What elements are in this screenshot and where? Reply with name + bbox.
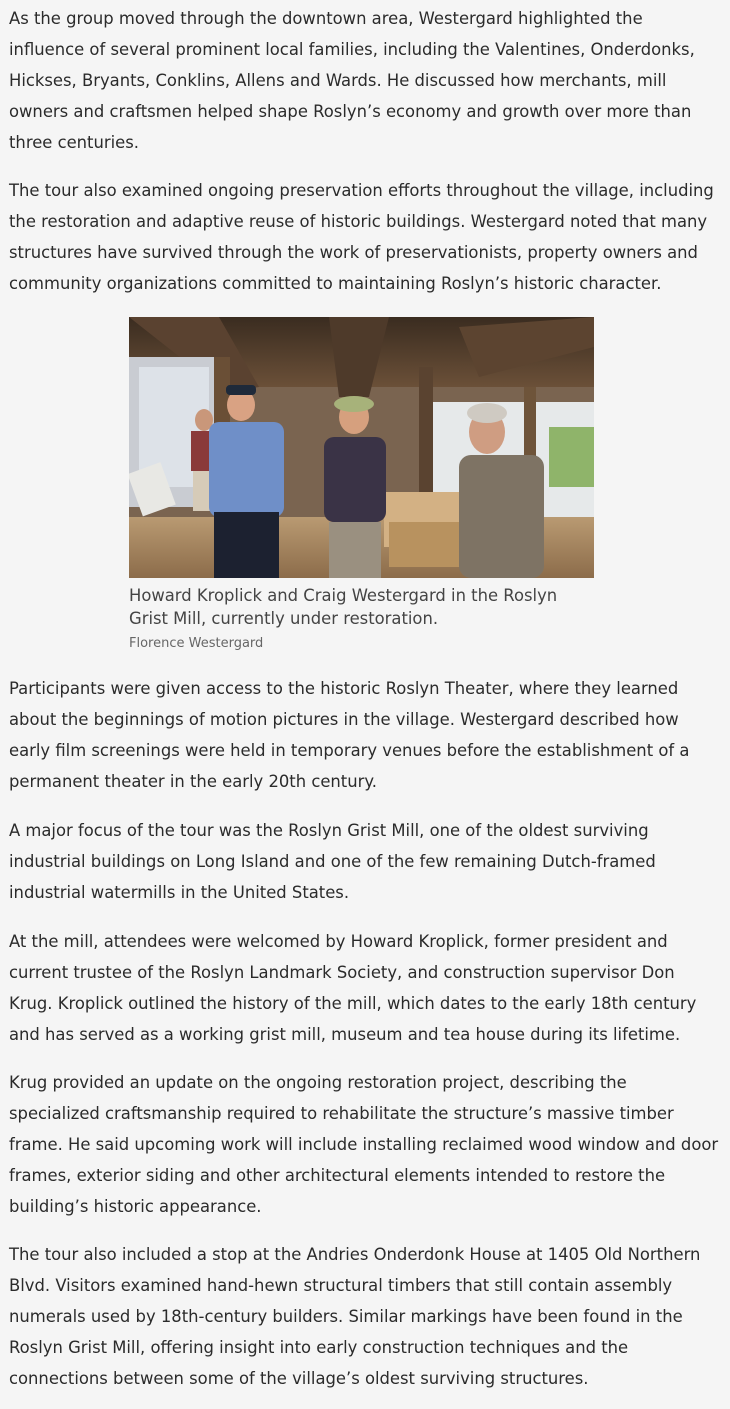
article-paragraph: At the mill, attendees were welcomed by Howard Kroplick, former president and current trustee of the Roslyn Landmark Society, and construction supervisor Don Krug. Kroplick outlined the history of the mill, which dates to the early 18th century and has served as a working grist mill, museum and tea house during its lifetime. — [9, 932, 697, 1044]
article-figure — [129, 317, 594, 653]
article-paragraph: The tour also included a stop at the Andries Onderdonk House at 1405 Old Northern Blvd. Visitors examined hand-hewn structural timbers that still contain assembly numerals used by 18th-century builders. Similar markings have been found in the Roslyn Grist Mill, offering insight into early construction techniques and the connections between some of the village’s oldest surviving structures. — [9, 1245, 701, 1388]
photo-credit: Florence Westergard — [129, 636, 264, 651]
mill-photo — [129, 317, 594, 578]
article-paragraph: The tour also examined ongoing preservation efforts throughout the village, including the restoration and adaptive reuse of historic buildings. Westergard noted that many structures have survived through the work of preservationists, property owners and community organizations committed to maintaining Roslyn’s historic character. — [9, 181, 714, 293]
article-paragraph: As the group moved through the downtown area, Westergard highlighted the influence of several prominent local families, including the Valentines, Onderdonks, Hickses, Bryants, Conklins, Allens and Wards. He discussed how merchants, mill owners and craftsmen helped shape Roslyn’s economy and growth over more than three centuries. — [9, 9, 695, 152]
figure-caption: Howard Kroplick and Craig Westergard in the Roslyn Grist Mill, currently under restoration. — [129, 586, 558, 628]
article-paragraph: Participants were given access to the historic Roslyn Theater, where they learned about the beginnings of motion pictures in the village. Westergard described how early film screenings were held in temporary venues before the establishment of a permanent theater in the early 20th century. — [9, 679, 690, 791]
article-paragraph: A major focus of the tour was the Roslyn Grist Mill, one of the oldest surviving industrial buildings on Long Island and one of the few remaining Dutch-framed industrial watermills in the United States. — [9, 821, 656, 902]
article-paragraph: Krug provided an update on the ongoing restoration project, describing the specialized craftsmanship required to rehabilitate the structure’s massive timber frame. He said upcoming work will include installing reclaimed wood window and door frames, exterior siding and other architectural elements intended to restore the building’s historic appearance. — [9, 1073, 719, 1216]
